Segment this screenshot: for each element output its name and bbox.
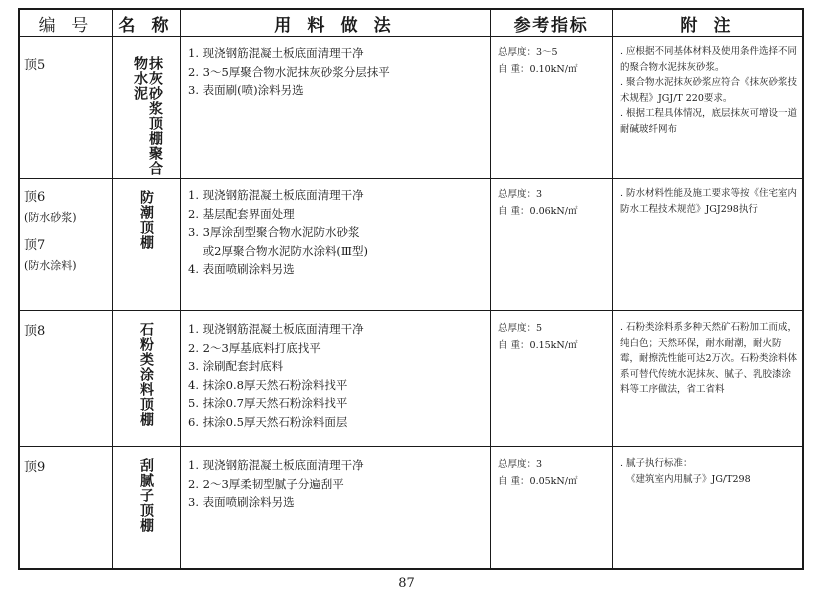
row-method [188, 456, 493, 512]
row-divider [20, 178, 802, 179]
row-divider [20, 446, 802, 447]
row-divider [20, 36, 802, 37]
row-code: 顶5 [24, 58, 46, 73]
header-method: 用 料 做 法 [274, 15, 396, 36]
row-divider [20, 310, 802, 311]
row-name: 抹灰砂浆顶棚聚合物水泥 [132, 56, 163, 176]
column-divider [112, 10, 113, 568]
method-step: 5. 抹涂0.7厚天然石粉涂料找平 [188, 396, 348, 410]
row-ref: 总厚度：3～5 自 重：0.10kN/㎡ [498, 47, 578, 75]
row-note: . 腻子执行标准： 《建筑室内用腻子》JG/T298 [620, 458, 751, 485]
method-step: 1. 现浇钢筋混凝土板底面清理干净 [188, 322, 364, 336]
row-ref: 总厚度：5 自 重：0.15kN/㎡ [498, 323, 578, 351]
header-name: 名 称 [118, 15, 174, 36]
column-divider [612, 10, 613, 568]
row-name: 刮腻子顶棚 [138, 458, 154, 533]
row-name: 防潮顶棚 [138, 190, 154, 250]
method-step: 1. 现浇钢筋混凝土板底面清理干净 [188, 188, 364, 202]
row-code: 顶6 (防水砂浆) 顶7 (防水涂料) [24, 190, 77, 272]
header-note: 附 注 [680, 15, 736, 36]
method-step: 4. 表面喷刷涂料另选 [188, 262, 295, 276]
method-step: 2. 基层配套界面处理 [188, 206, 295, 221]
page-number: 87 [398, 576, 415, 591]
row-method [188, 320, 493, 431]
method-step: 6. 抹涂0.5厚天然石粉涂料面层 [188, 414, 348, 429]
method-step: 2. 2～3厚基底料打底找平 [188, 340, 321, 355]
row-name: 石粉类涂料顶棚 [138, 322, 154, 427]
row-code: 顶9 [24, 460, 46, 475]
header-code: 编 号 [38, 15, 94, 36]
method-step: 3. 3厚涂刮型聚合物水泥防水砂浆 [188, 225, 360, 239]
row-ref: 总厚度：3 自 重：0.06kN/㎡ [498, 189, 578, 217]
header-ref: 参考指标 [513, 15, 589, 36]
row-note: . 石粉类涂料系多种天然矿石粉加工而成，纯白色；天然环保，耐水耐潮，耐火防霉，耐擦洗性能可达2万次。石粉类涂料体系可替代传统水泥抹灰、腻子、乳胶漆涂料等工序做法，省工省料 [620, 322, 798, 395]
method-step: 4. 抹涂0.8厚天然石粉涂料找平 [188, 377, 348, 392]
row-note: . 应根据不同基体材料及使用条件选择不同的聚合物水泥抹灰砂浆。 . 聚合物水泥抹灰砂浆应符合《抹灰砂浆技术规程》JGJ/T 220要求。 . 根据工程具体情况，底层抹灰可增设一道耐碱玻纤网布 [620, 46, 798, 135]
construction-table [18, 8, 804, 570]
method-step: 3. 涂刷配套封底料 [188, 359, 284, 373]
row-method [188, 44, 493, 100]
method-step: 1. 现浇钢筋混凝土板底面清理干净 [188, 46, 364, 60]
row-ref: 总厚度：3 自 重：0.05kN/㎡ [498, 459, 578, 487]
method-step: 3. 表面喷刷涂料另选 [188, 495, 295, 509]
column-divider [180, 10, 181, 568]
row-note: . 防水材料性能及施工要求等按《住宅室内防水工程技术规范》JGJ298执行 [620, 188, 798, 215]
method-step: 2. 3～5厚聚合物水泥抹灰砂浆分层抹平 [188, 64, 390, 79]
row-method [188, 186, 493, 279]
method-step: 2. 2～3厚柔韧型腻子分遍刮平 [188, 476, 344, 491]
method-step: 3. 表面刷(喷)涂料另选 [188, 83, 304, 97]
row-code: 顶8 [24, 324, 46, 339]
method-step: 1. 现浇钢筋混凝土板底面清理干净 [188, 458, 364, 472]
method-step: 或2厚聚合物水泥防水涂料(Ⅲ型) [188, 243, 369, 258]
